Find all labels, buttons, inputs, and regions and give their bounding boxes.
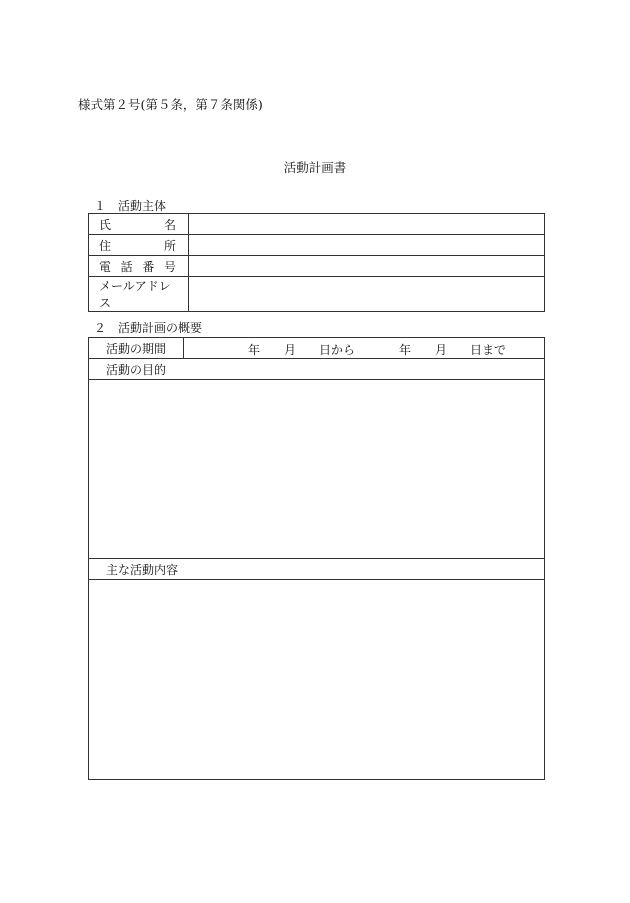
plan-table xyxy=(88,337,545,780)
content-label: 主な活動内容 xyxy=(89,559,545,580)
address-label xyxy=(89,235,189,256)
table-row xyxy=(89,559,545,580)
purpose-label: 活動の目的 xyxy=(89,359,545,380)
label-char: 電 xyxy=(99,259,112,274)
end-year-suffix: 年 xyxy=(399,343,412,357)
table-row xyxy=(89,580,545,780)
label-char: 氏 xyxy=(99,217,112,232)
label-char: 番 xyxy=(142,259,155,274)
label-char: 住 xyxy=(99,238,112,253)
start-month-suffix: 月 xyxy=(284,343,297,357)
label-text: メールアドレス xyxy=(99,279,171,310)
name-field[interactable] xyxy=(189,214,545,235)
section1-heading: １ 活動主体 xyxy=(94,199,167,213)
name-label xyxy=(89,214,189,235)
label-char: 号 xyxy=(163,259,176,274)
table-row xyxy=(89,256,545,277)
table-row xyxy=(89,380,545,559)
phone-label xyxy=(89,256,189,277)
phone-field[interactable] xyxy=(189,256,545,277)
label-char: 名 xyxy=(163,217,176,232)
email-field[interactable] xyxy=(189,277,545,312)
email-label xyxy=(89,277,189,312)
content-field[interactable] xyxy=(89,580,545,780)
table-row xyxy=(89,277,545,312)
address-field[interactable] xyxy=(189,235,545,256)
document-title: 活動計画書 xyxy=(283,160,347,175)
table-row xyxy=(89,235,545,256)
end-day-suffix: 日まで xyxy=(470,343,507,357)
table-row xyxy=(89,359,545,380)
section2-heading: ２ 活動計画の概要 xyxy=(94,321,203,335)
end-month-suffix: 月 xyxy=(435,343,448,357)
start-year-suffix: 年 xyxy=(248,343,261,357)
label-char: 所 xyxy=(163,238,176,253)
actor-table xyxy=(88,213,545,312)
period-field[interactable] xyxy=(184,338,545,359)
start-day-suffix: 日から xyxy=(319,343,356,357)
label-char: 話 xyxy=(120,259,133,274)
table-row xyxy=(89,338,545,359)
period-label: 活動の期間 xyxy=(89,338,184,359)
table-row xyxy=(89,214,545,235)
purpose-field[interactable] xyxy=(89,380,545,559)
form-number: 様式第２号(第５条，第７条関係) xyxy=(78,97,263,112)
